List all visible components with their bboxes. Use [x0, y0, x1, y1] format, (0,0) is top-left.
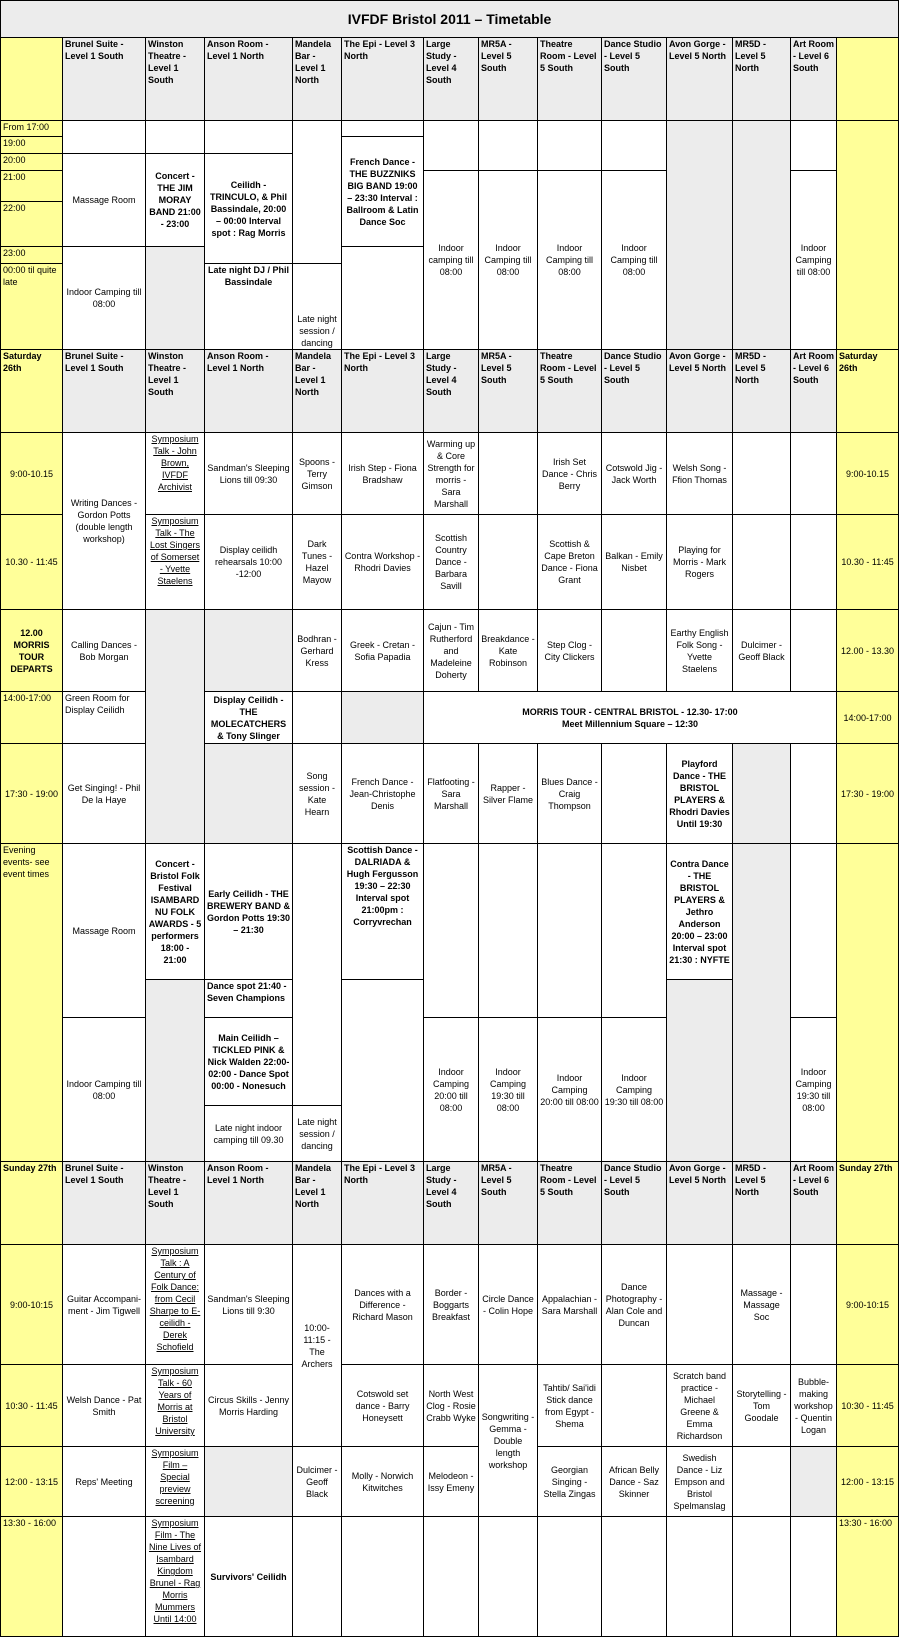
saturday-day-label: Saturday 26th [1, 350, 63, 433]
cell-empty [602, 610, 667, 692]
event-concert-jim-moray: Concert - THE JIM MORAY BAND 21:00 - 23:00 [146, 154, 205, 247]
cell-empty [791, 515, 837, 610]
time-label-right: 14:00-17:00 [837, 692, 899, 744]
time-label-right: 10.30 - 11:45 [837, 515, 899, 610]
event-indoor-camping: Indoor Camping till 08:00 [63, 247, 146, 350]
event-french-dance-denis: French Dance - Jean-Christophe Denis [342, 744, 424, 844]
event-scottish-dance-dalriada: Scottish Dance - DALRIADA & Hugh Fergusson 19:30 – 22:30 Interval spot 21:00pm : Corryvrechan [342, 844, 424, 980]
venue-header-theatre-room: Theatre Room - Level 5 South [538, 38, 602, 121]
event-the-archers: 10:00-11:15 - The Archers [293, 1245, 342, 1447]
cell-empty [424, 844, 479, 1018]
event-ceilidh-trinculo: Ceilidh -TRINCULO, & Phil Bassindale, 20:00 – 00:00 Interval spot : Rag Morris [205, 154, 293, 264]
morris-tour-departs-label: 12.00 MORRIS TOUR DEPARTS [1, 610, 63, 692]
event-dances-with-difference: Dances with a Difference - Richard Mason [342, 1245, 424, 1365]
venue-header-mr5d: MR5D - Level 5 North [733, 350, 791, 433]
cell-empty [538, 1517, 602, 1637]
event-earthy-folk-song: Earthy English Folk Song - Yvette Staelens [667, 610, 733, 692]
cell-empty [424, 1517, 479, 1637]
venue-header-anson: Anson Room - Level 1 North [205, 38, 293, 121]
event-camping-theatre-room: Indoor Camping 20:00 till 08:00 [538, 1018, 602, 1162]
venue-header-anson: Anson Room - Level 1 North [205, 1162, 293, 1245]
event-dark-tunes: Dark Tunes - Hazel Mayow [293, 515, 342, 610]
event-camping-dance-studio: Indoor Camping till 08:00 [602, 171, 667, 350]
event-balkan: Balkan - Emily Nisbet [602, 515, 667, 610]
cell-empty [342, 247, 424, 350]
cell-empty [205, 610, 293, 692]
sunday-day-label: Sunday 27th [1, 1162, 63, 1245]
event-late-session: Late night session / dancing [293, 264, 342, 350]
venue-header-avon-gorge: Avon Gorge - Level 5 North [667, 38, 733, 121]
cell-empty [791, 744, 837, 844]
event-dance-spot-seven-champions: Dance spot 21:40 - Seven Champions [205, 980, 293, 1018]
event-early-ceilidh: Early Ceilidh - THE BREWERY BAND & Gordon Potts 19:30 – 21:30 [205, 844, 293, 980]
venue-header-mr5d: MR5D - Level 5 North [733, 1162, 791, 1245]
venue-header-dance-studio: Dance Studio - Level 5 South [602, 38, 667, 121]
event-late-session: Late night session / dancing [293, 1106, 342, 1162]
cell-empty [602, 844, 667, 1018]
event-molly: Molly - Norwich Kitwitches [342, 1447, 424, 1517]
cell-empty [205, 744, 293, 844]
venue-header-mandela: Mandela Bar - Level 1 North [293, 350, 342, 433]
event-warming-up: Warming up & Core Strength for morris - Sara Marshall [424, 433, 479, 515]
time-label-right: 17:30 - 19:00 [837, 744, 899, 844]
event-scottish-country-dance: Scottish Country Dance - Barbara Savill [424, 515, 479, 610]
event-cajun: Cajun - Tim Rutherford and Madeleine Doherty [424, 610, 479, 692]
time-label: 21:00 [1, 171, 63, 202]
cell-empty [791, 1245, 837, 1365]
event-contra-dance-bristol-players: Contra Dance - THE BRISTOL PLAYERS & Jethro Anderson 20:00 – 23:00 Interval spot 21:30 : NYFTE [667, 844, 733, 980]
event-concert-bristol-folk: Concert - Bristol Folk Festival ISAMBARD NU FOLK AWARDS - 5 performers 18:00 - 21:00 [146, 844, 205, 980]
event-symposium-film-preview: Symposium Film – Special preview screening [146, 1447, 205, 1517]
event-welsh-dance: Welsh Dance - Pat Smith [63, 1365, 146, 1447]
venue-header-epi: The Epi - Level 3 North [342, 1162, 424, 1245]
event-north-west-clog: North West Clog - Rosie Crabb Wyke [424, 1365, 479, 1447]
event-georgian-singing: Georgian Singing - Stella Zingas [538, 1447, 602, 1517]
cell-empty [293, 1517, 342, 1637]
venue-header-anson: Anson Room - Level 1 North [205, 350, 293, 433]
event-blues-dance: Blues Dance - Craig Thompson [538, 744, 602, 844]
cell-empty [733, 744, 791, 844]
page-title: IVFDF Bristol 2011 – Timetable [1, 1, 899, 38]
event-dulcimer: Dulcimer - Geoff Black [293, 1447, 342, 1517]
morris-tour-line: MORRIS TOUR - CENTRAL BRISTOL - 12.30- 17:00 [522, 706, 738, 717]
cell-empty [733, 121, 791, 350]
time-label: 22:00 [1, 202, 63, 247]
event-scratch-band: Scratch band practice - Michael Greene & Emma Richardson [667, 1365, 733, 1447]
saturday-day-label-right: Saturday 26th [837, 350, 899, 433]
venue-header-art-room: Art Room - Level 6 South [791, 350, 837, 433]
event-circus-skills: Circus Skills - Jenny Morris Harding [205, 1365, 293, 1447]
event-french-dance-buzzniks: French Dance - THE BUZZNIKS BIG BAND 19:00 – 23:30 Interval : Ballroom & Latin Dance Soc [342, 137, 424, 247]
event-survivors-ceilidh: Survivors' Ceilidh [205, 1517, 293, 1637]
cell-empty [293, 692, 342, 744]
time-label-right: 12:00 - 13:15 [837, 1447, 899, 1517]
time-label: 14:00-17:00 [1, 692, 63, 744]
event-symposium-60-years: Symposium Talk - 60 Years of Morris at Bristol University [146, 1365, 205, 1447]
cell-empty [146, 247, 205, 350]
event-cotswold-set-dance: Cotswold set dance - Barry Honeysett [342, 1365, 424, 1447]
event-bodhran: Bodhran - Gerhard Kress [293, 610, 342, 692]
cell-empty [63, 121, 146, 154]
event-camping-dance-studio: Indoor Camping 19:30 till 08:00 [602, 1018, 667, 1162]
event-late-night-dj: Late night DJ / Phil Bassindale [205, 264, 293, 350]
event-songwriting: Songwriting - Gemma - Double length workshop [479, 1365, 538, 1517]
event-reps-meeting: Reps' Meeting [63, 1447, 146, 1517]
event-symposium-century-folk: Symposium Talk : A Century of Folk Dance: from Cecil Sharpe to E-ceilidh -Derek Schofield [146, 1245, 205, 1365]
venue-header-epi: The Epi - Level 3 North [342, 38, 424, 121]
event-main-ceilidh: Main Ceilidh – TICKLED PINK & Nick Walden 22:00-02:00 - Dance Spot 00:00 - Nonesuch [205, 1018, 293, 1106]
event-cotswold-jig: Cotswold Jig - Jack Worth [602, 433, 667, 515]
event-african-belly-dance: African Belly Dance - Saz Skinner [602, 1447, 667, 1517]
event-circle-dance: Circle Dance - Colin Hope [479, 1245, 538, 1365]
event-get-singing: Get Singing! - Phil De la Haye [63, 744, 146, 844]
venue-header-avon-gorge: Avon Gorge - Level 5 North [667, 350, 733, 433]
morris-tour-meet: Meet Millennium Square – 12:30 [561, 718, 699, 729]
time-label: 23:00 [1, 247, 63, 264]
cell-empty [667, 121, 733, 350]
cell-empty [146, 610, 205, 844]
cell-empty [63, 1517, 146, 1637]
time-label: 17:30 - 19:00 [1, 744, 63, 844]
venue-header-mr5a: MR5A - Level 5 South [479, 1162, 538, 1245]
cell-empty [791, 844, 837, 1018]
time-label: 00:00 til quite late [1, 264, 63, 350]
cell-empty [293, 844, 342, 1106]
venue-header-mr5d: MR5D - Level 5 North [733, 38, 791, 121]
time-label-right: 12.00 - 13.30 [837, 610, 899, 692]
event-appalachian: Appalachian - Sara Marshall [538, 1245, 602, 1365]
event-contra-workshop: Contra Workshop - Rhodri Davies [342, 515, 424, 610]
cell-empty [733, 1447, 791, 1517]
event-playford-dance: Playford Dance - THE BRISTOL PLAYERS & Rhodri Davies Until 19:30 [667, 744, 733, 844]
cell-empty [791, 1517, 837, 1637]
event-guitar-accompaniment: Guitar Accompani-ment - Jim Tigwell [63, 1245, 146, 1365]
venue-header-mandela: Mandela Bar - Level 1 North [293, 1162, 342, 1245]
venue-header-large-study: Large Study - Level 4 South [424, 38, 479, 121]
event-calling-dances: Calling Dances - Bob Morgan [63, 610, 146, 692]
event-display-ceilidh-molecatchers: Display Ceilidh - THE MOLECATCHERS & Tony Slinger [205, 692, 293, 744]
event-massage-room: Massage Room [63, 844, 146, 1018]
event-massage-room: Massage Room [63, 154, 146, 247]
cell-empty [602, 1365, 667, 1447]
time-label: 12:00 - 13:15 [1, 1447, 63, 1517]
event-dulcimer: Dulcimer - Geoff Black [733, 610, 791, 692]
cell-empty [602, 1517, 667, 1637]
venue-header-dance-studio: Dance Studio - Level 5 South [602, 1162, 667, 1245]
time-label: 13:30 - 16:00 [1, 1517, 63, 1637]
event-morris-tour [424, 692, 837, 744]
cell-empty [791, 121, 837, 171]
event-irish-set-dance: Irish Set Dance - Chris Berry [538, 433, 602, 515]
event-green-room: Green Room for Display Ceilidh [63, 692, 146, 744]
cell-empty [479, 515, 538, 610]
venue-header-winston: Winston Theatre - Level 1 South [146, 350, 205, 433]
event-storytelling: Storytelling - Tom Goodale [733, 1365, 791, 1447]
sunday-day-label-right: Sunday 27th [837, 1162, 899, 1245]
event-indoor-camping: Indoor Camping till 08:00 [63, 1018, 146, 1162]
cell-empty [293, 121, 342, 264]
event-display-ceilidh-rehearsals: Display ceilidh rehearsals 10:00 -12:00 [205, 515, 293, 610]
venue-header-brunel: Brunel Suite - Level 1 South [63, 350, 146, 433]
time-label: 19:00 [1, 137, 63, 154]
time-label: From 17:00 [1, 121, 63, 137]
cell-empty [205, 1447, 293, 1517]
cell-empty [342, 1517, 424, 1637]
event-camping-large-study: Indoor camping till 08:00 [424, 171, 479, 350]
venue-header-brunel: Brunel Suite - Level 1 South [63, 38, 146, 121]
event-late-night-camping: Late night indoor camping till 09.30 [205, 1106, 293, 1162]
event-sandmans-sleeping-lions: Sandman's Sleeping Lions till 9:30 [205, 1245, 293, 1365]
venue-header-art-room: Art Room - Level 6 South [791, 38, 837, 121]
cell-empty [667, 1245, 733, 1365]
cell-empty [733, 515, 791, 610]
venue-header-art-room: Art Room - Level 6 South [791, 1162, 837, 1245]
time-label: 10.30 - 11:45 [1, 515, 63, 610]
cell-empty [479, 844, 538, 1018]
friday-side-right [837, 121, 899, 350]
friday-header-corner-right [837, 38, 899, 121]
venue-header-epi: The Epi - Level 3 North [342, 350, 424, 433]
event-symposium-nine-lives: Symposium Film - The Nine Lives of Isambard Kingdom Brunel - Rag Morris Mummers Until 14:00 [146, 1517, 205, 1637]
cell-empty [479, 1517, 538, 1637]
event-song-session: Song session - Kate Hearn [293, 744, 342, 844]
cell-empty [667, 980, 733, 1162]
event-camping-theatre-room: Indoor Camping till 08:00 [538, 171, 602, 350]
event-playing-for-morris: Playing for Morris - Mark Rogers [667, 515, 733, 610]
event-symposium-lost-singers: Symposium Talk - The Lost Singers of Somerset - Yvette Staelens [146, 515, 205, 610]
event-writing-dances: Writing Dances - Gordon Potts (double length workshop) [63, 433, 146, 610]
time-label-right: 10:30 - 11:45 [837, 1365, 899, 1447]
cell-empty [146, 980, 205, 1162]
cell-empty [146, 121, 205, 154]
venue-header-winston: Winston Theatre - Level 1 South [146, 1162, 205, 1245]
event-scottish-cape-breton: Scottish & Cape Breton Dance - Fiona Grant [538, 515, 602, 610]
cell-empty [602, 121, 667, 171]
venue-header-theatre-room: Theatre Room - Level 5 South [538, 350, 602, 433]
cell-empty [479, 433, 538, 515]
cell-empty [538, 844, 602, 1018]
venue-header-dance-studio: Dance Studio - Level 5 South [602, 350, 667, 433]
cell-empty [791, 1447, 837, 1517]
event-dance-photography: Dance Photography - Alan Cole and Duncan [602, 1245, 667, 1365]
evening-events-label: Evening events- see event times [1, 844, 63, 1162]
event-camping-mr5a: Indoor Camping 19:30 till 08:00 [479, 1018, 538, 1162]
event-rapper: Rapper - Silver Flame [479, 744, 538, 844]
cell-empty [342, 121, 424, 137]
venue-header-large-study: Large Study - Level 4 South [424, 350, 479, 433]
cell-empty [733, 844, 791, 1162]
event-melodeon: Melodeon - Issy Emeny [424, 1447, 479, 1517]
cell-empty [791, 610, 837, 692]
saturday-side-right [837, 844, 899, 1162]
cell-empty [342, 980, 424, 1162]
event-tahtib: Tahtib/ Sai'idi Stick dance from Egypt - Shema [538, 1365, 602, 1447]
event-welsh-song: Welsh Song - Ffion Thomas [667, 433, 733, 515]
cell-empty [733, 433, 791, 515]
event-camping-art-room: Indoor Camping till 08:00 [791, 171, 837, 350]
event-spoons: Spoons - Terry Gimson [293, 433, 342, 515]
venue-header-mr5a: MR5A - Level 5 South [479, 350, 538, 433]
event-step-clog: Step Clog - City Clickers [538, 610, 602, 692]
cell-empty [791, 433, 837, 515]
cell-empty [205, 121, 293, 154]
venue-header-avon-gorge: Avon Gorge - Level 5 North [667, 1162, 733, 1245]
cell-empty [667, 1517, 733, 1637]
time-label: 10:30 - 11:45 [1, 1365, 63, 1447]
venue-header-theatre-room: Theatre Room - Level 5 South [538, 1162, 602, 1245]
time-label-right: 9:00-10.15 [837, 433, 899, 515]
event-massage-soc: Massage - Massage Soc [733, 1245, 791, 1365]
cell-empty [733, 1517, 791, 1637]
time-label: 9:00-10:15 [1, 1245, 63, 1365]
event-irish-step: Irish Step - Fiona Bradshaw [342, 433, 424, 515]
time-label-right: 9:00-10:15 [837, 1245, 899, 1365]
friday-header-corner [1, 38, 63, 121]
venue-header-large-study: Large Study - Level 4 South [424, 1162, 479, 1245]
event-sandmans-sleeping-lions: Sandman's Sleeping Lions till 09:30 [205, 433, 293, 515]
event-symposium-john-brown: Symposium Talk - John Brown, IVFDF Archivist [146, 433, 205, 515]
cell-empty [602, 744, 667, 844]
venue-header-mandela: Mandela Bar - Level 1 North [293, 38, 342, 121]
time-label-right: 13:30 - 16:00 [837, 1517, 899, 1637]
cell-empty [479, 121, 538, 171]
event-camping-art-room: Indoor Camping 19:30 till 08:00 [791, 1018, 837, 1162]
time-label: 9:00-10.15 [1, 433, 63, 515]
cell-empty [342, 692, 424, 744]
venue-header-winston: Winston Theatre - Level 1 South [146, 38, 205, 121]
event-camping-mr5a: Indoor Camping till 08:00 [479, 171, 538, 350]
venue-header-mr5a: MR5A - Level 5 South [479, 38, 538, 121]
event-flatfooting: Flatfooting - Sara Marshall [424, 744, 479, 844]
event-greek-cretan: Greek - Cretan - Sofia Papadia [342, 610, 424, 692]
cell-empty [538, 121, 602, 171]
event-camping-large-study: Indoor Camping 20:00 till 08:00 [424, 1018, 479, 1162]
event-bubble-making: Bubble-making workshop - Quentin Logan [791, 1365, 837, 1447]
cell-empty [424, 121, 479, 171]
venue-header-brunel: Brunel Suite - Level 1 South [63, 1162, 146, 1245]
event-border: Border - Boggarts Breakfast [424, 1245, 479, 1365]
event-breakdance: Breakdance - Kate Robinson [479, 610, 538, 692]
event-swedish-dance: Swedish Dance - Liz Empson and Bristol Spelmanslag [667, 1447, 733, 1517]
time-label: 20:00 [1, 154, 63, 171]
